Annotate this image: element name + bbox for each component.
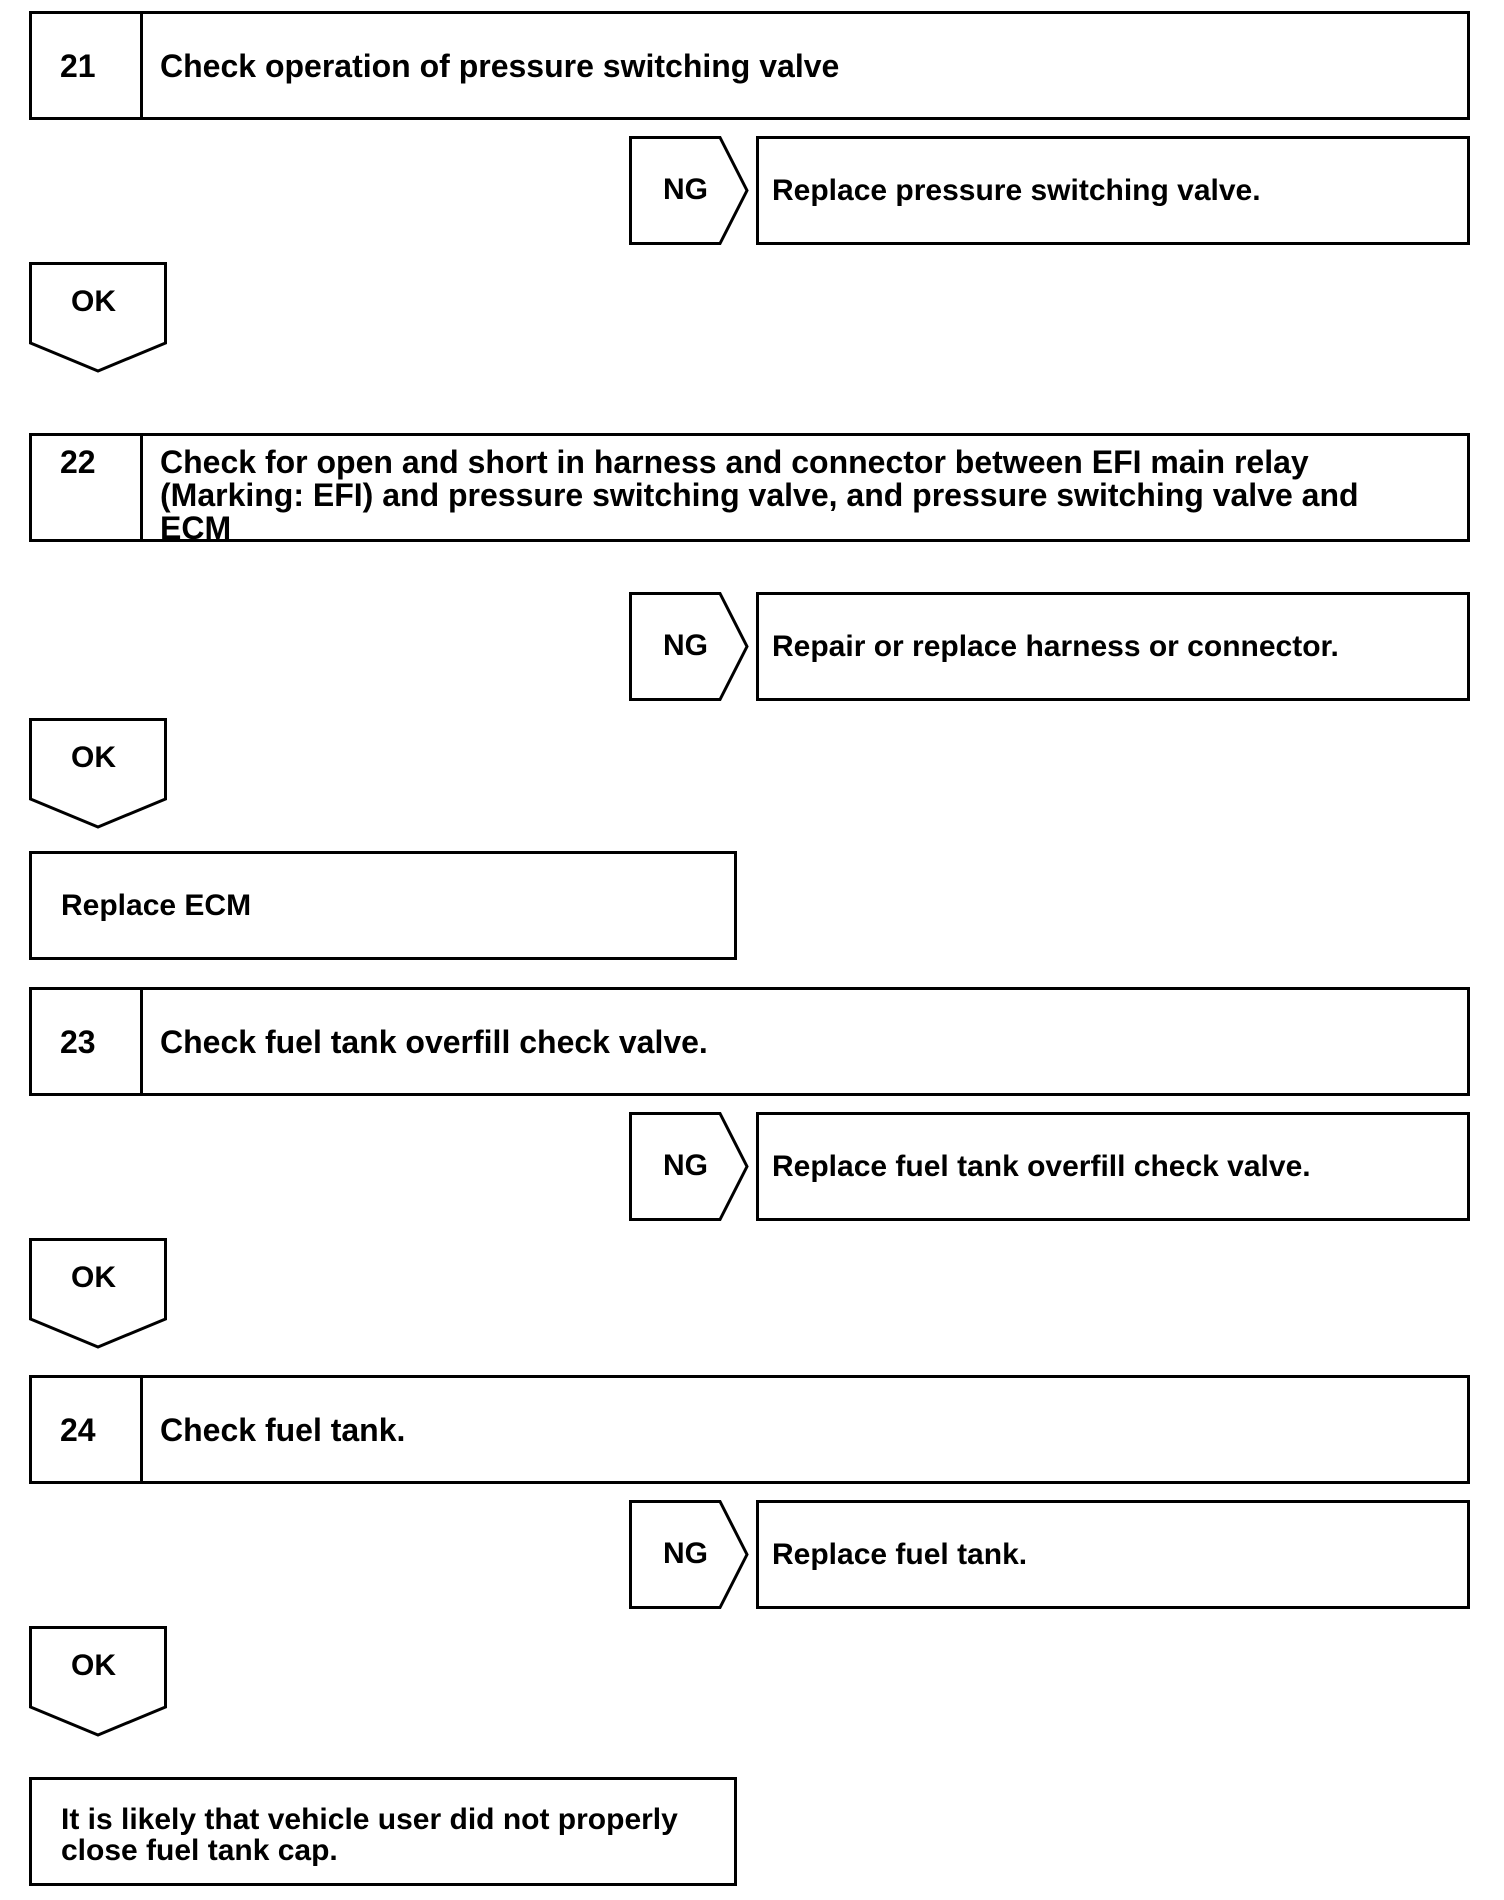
ok-label: OK xyxy=(71,285,116,318)
ok-arrow xyxy=(29,262,167,373)
ok-label: OK xyxy=(71,741,116,774)
step-number: 23 xyxy=(32,990,143,1093)
ok-arrow xyxy=(29,1626,167,1737)
step-24-box xyxy=(29,1375,1470,1484)
ng-action-box: Replace pressure switching valve. xyxy=(756,136,1470,245)
ok-result-line: close fuel tank cap. xyxy=(61,1834,338,1867)
ng-arrow xyxy=(629,136,750,245)
ok-label: OK xyxy=(71,1649,116,1682)
ng-label: NG xyxy=(663,1537,708,1570)
step-title-line: Check for open and short in harness and connector between EFI main relay xyxy=(160,444,1309,480)
ok-label: OK xyxy=(71,1261,116,1294)
ng-action-box: Replace fuel tank overfill check valve. xyxy=(756,1112,1470,1221)
ok-result-box xyxy=(29,1777,737,1886)
step-number: 22 xyxy=(32,436,143,539)
ng-arrow xyxy=(629,1112,750,1221)
step-title: Check operation of pressure switching valve xyxy=(160,47,840,84)
ok-result-line: It is likely that vehicle user did not properly xyxy=(61,1803,678,1836)
step-number: 21 xyxy=(32,14,143,117)
step-number: 24 xyxy=(32,1378,143,1481)
ng-arrow xyxy=(629,592,750,701)
ok-arrow xyxy=(29,718,167,829)
step-title: Check fuel tank overfill check valve. xyxy=(160,1023,708,1060)
step-title-line: ECM xyxy=(160,510,232,546)
ng-label: NG xyxy=(663,173,708,206)
ng-action-box: Replace fuel tank. xyxy=(756,1500,1470,1609)
ng-label: NG xyxy=(663,1149,708,1182)
ng-action-box: Repair or replace harness or connector. xyxy=(756,592,1470,701)
ng-label: NG xyxy=(663,629,708,662)
ng-arrow xyxy=(629,1500,750,1609)
step-title: Check fuel tank. xyxy=(160,1411,406,1448)
step-title xyxy=(160,436,1453,545)
step-22-box xyxy=(29,433,1470,546)
step-title-line: (Marking: EFI) and pressure switching valve, and pressure switching valve and xyxy=(160,477,1359,513)
ok-result-box: Replace ECM xyxy=(29,851,737,960)
step-23-box xyxy=(29,987,1470,1096)
step-21-box xyxy=(29,11,1470,120)
ok-arrow xyxy=(29,1238,167,1349)
